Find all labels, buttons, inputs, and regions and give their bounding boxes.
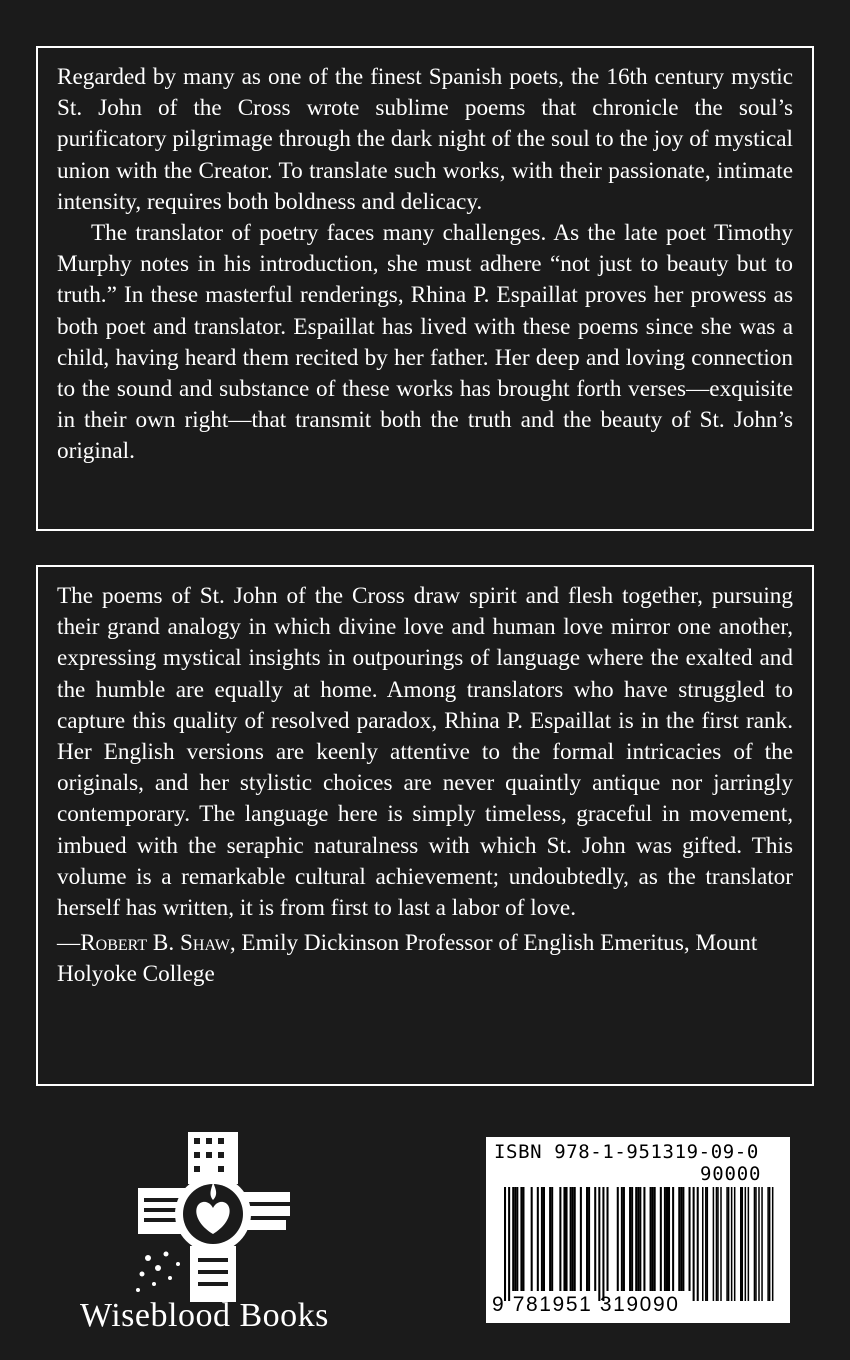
barcode-bar	[551, 1187, 553, 1291]
barcode-bar	[543, 1187, 545, 1291]
barcode-bar	[631, 1187, 633, 1291]
barcode-bar	[621, 1187, 623, 1291]
isbn-label: ISBN 978-1-951319-09-0	[494, 1141, 759, 1163]
barcode-bar	[668, 1187, 670, 1291]
addon-bar	[745, 1187, 747, 1301]
addon-bar	[717, 1187, 719, 1301]
addon-bar	[731, 1187, 733, 1301]
attribution-title: , Emily Dickinson Professor of English Emeritus, Mount Holyoke College	[57, 930, 758, 988]
addon-bar	[702, 1187, 704, 1301]
barcode-bar	[520, 1187, 522, 1291]
description-paragraph-1: Regarded by many as one of the finest Spanish poets, the 16th century mystic St. John of the Cross wrote sublime poems that chronicle the soul’s purificatory pilgrimage through the dark night of the soul to the joy of mystical union with the Creator. To translate such works, with their passionate, intimate intensity, requires both boldness and delicacy.	[57, 64, 793, 215]
barcode-bar	[650, 1187, 652, 1291]
barcode-bar	[652, 1187, 654, 1291]
blurb-box	[36, 565, 814, 1086]
barcode-bar	[682, 1187, 684, 1291]
ean-digits: 9 781951 319090	[492, 1293, 680, 1316]
barcode-bar	[566, 1187, 568, 1291]
barcode-bar	[678, 1187, 680, 1291]
isbn-barcode	[486, 1137, 790, 1323]
barcode-bar	[522, 1187, 524, 1291]
barcode-bar	[572, 1187, 574, 1291]
barcode-bar	[637, 1187, 639, 1291]
barcode-bar	[537, 1187, 539, 1291]
barcode-bar	[617, 1187, 619, 1291]
barcode-bar	[549, 1187, 551, 1291]
publisher-name: Wiseblood Books	[80, 1297, 329, 1334]
barcode-bar	[512, 1187, 514, 1291]
barcode-bar	[602, 1187, 604, 1301]
barcode-bar	[654, 1187, 656, 1291]
barcode-bar	[541, 1187, 543, 1291]
blurb-attribution	[57, 928, 793, 990]
barcode-bar	[514, 1187, 516, 1291]
addon-bar	[769, 1187, 771, 1301]
barcode-bar	[635, 1187, 637, 1291]
barcode-bar	[639, 1187, 641, 1291]
addon-bar	[705, 1187, 707, 1301]
attribution-dash: —	[57, 930, 81, 957]
barcode-bar	[598, 1187, 600, 1301]
addon-bar	[742, 1187, 744, 1301]
barcode-bar	[672, 1187, 674, 1291]
addon-bar	[748, 1187, 750, 1301]
barcode-bar	[516, 1187, 518, 1291]
barcode-bar	[570, 1187, 572, 1291]
barcode-bar	[689, 1187, 691, 1291]
addon-bar	[761, 1187, 763, 1301]
barcode-bar	[574, 1187, 576, 1291]
addon-bar	[726, 1187, 728, 1301]
addon-bar	[755, 1187, 757, 1301]
barcode-bar	[508, 1187, 510, 1301]
addon-bar	[734, 1187, 736, 1301]
barcode-bar	[586, 1187, 588, 1291]
barcode-bar	[588, 1187, 590, 1291]
barcode-bar	[629, 1187, 631, 1291]
barcode-bar	[623, 1187, 625, 1291]
barcode-bar	[563, 1187, 565, 1291]
barcode-bar	[660, 1187, 662, 1291]
attribution-name: Robert B. Shaw	[80, 930, 230, 957]
addon-bar	[758, 1187, 760, 1301]
barcode-bar	[693, 1187, 695, 1301]
barcode-bar	[594, 1187, 596, 1291]
addon-bar	[767, 1187, 769, 1301]
addon-bar	[728, 1187, 730, 1301]
addon-bar	[720, 1187, 722, 1301]
addon-code: 90000	[700, 1163, 762, 1185]
description-paragraph-2: The translator of poetry faces many challenges. As the late poet Timothy Murphy notes in his introduction, she must adhere “not just to beauty but to truth.” In these masterful renderings, Rhina P. Espaillat proves her prowess as both poet and translator. Espaillat has lived with these poems since she was a child, having heard them recited by her father. Her deep and loving connection to the sound and substance of these works has brought forth verses—exquisite in their own right—that transmit both the truth and the beauty of St. John’s original.	[57, 220, 793, 465]
barcode-bar	[531, 1187, 533, 1291]
barcode-bar	[580, 1187, 582, 1291]
barcode-bar	[697, 1187, 699, 1301]
barcode-bar	[643, 1187, 645, 1291]
addon-bar	[772, 1187, 774, 1301]
cross-heart-logo-icon	[108, 1128, 318, 1313]
barcode-bar	[680, 1187, 682, 1291]
addon-bar	[740, 1187, 742, 1301]
addon-bar	[713, 1187, 715, 1301]
blurb-text: The poems of St. John of the Cross draw spirit and flesh together, pursuing their grand analogy in which divine love and human love mirror one another, expressing mystical insights in outpourings of language where the exalted and the humble are equally at home. Among translators who have struggled to capture this quality of resolved paradox, Rhina P. Espaillat is in the first rank. Her English versions are keenly attentive to the formal intricacies of the originals, and her stylistic choices are never quaintly antique nor jarringly contemporary. The language here is simply timeless, graceful in movement, imbued with the seraphic naturalness with which St. John was gifted. This volume is a remarkable cultural achievement; undoubtedly, as the translator herself has written, it is from first to last a labor of love.	[57, 583, 793, 922]
addon-bar	[716, 1187, 718, 1301]
barcode-bar	[504, 1187, 506, 1301]
barcode-bar	[559, 1187, 561, 1291]
addon-bar	[707, 1187, 709, 1301]
description-box	[36, 46, 814, 531]
barcode-bar	[607, 1187, 609, 1291]
barcode-bar	[666, 1187, 668, 1291]
addon-bar	[754, 1187, 756, 1301]
barcode-bar	[664, 1187, 666, 1291]
